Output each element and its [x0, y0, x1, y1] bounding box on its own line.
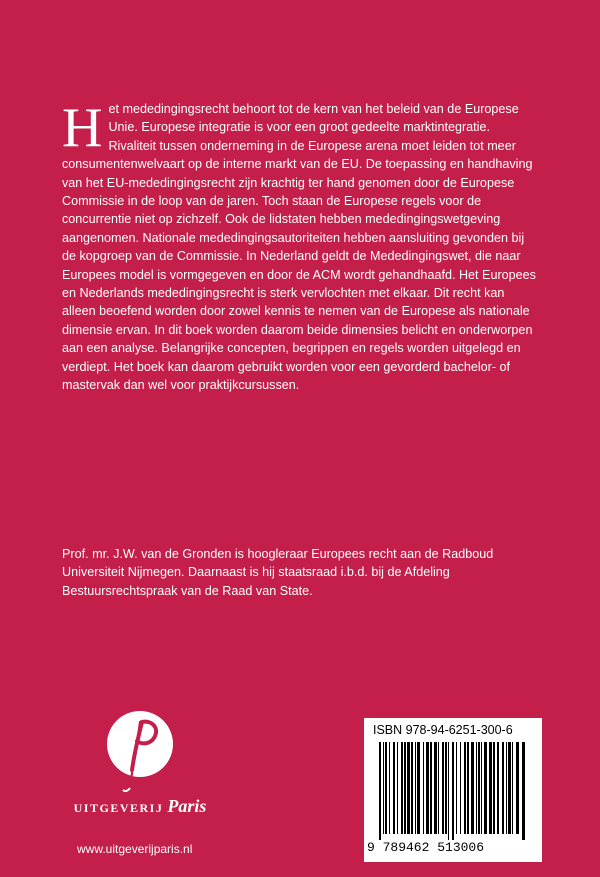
publisher-prefix: UITGEVERIJ	[73, 801, 164, 815]
ean-number: 9 789462 513006	[367, 840, 485, 855]
publisher-logo	[70, 708, 210, 823]
drop-cap: H	[62, 97, 103, 159]
quill-p-icon	[104, 708, 176, 794]
isbn-barcode	[364, 718, 542, 862]
publisher-brand: Paris	[167, 796, 207, 816]
author-bio: Prof. mr. J.W. van de Gronden is hoogleraar Europees recht aan de Radboud Universiteit Nijmegen. Daarnaast is hij staatsraad i.b.d. bij de Afdeling Bestuursrechtspraak van de Raad van State.	[62, 547, 494, 598]
barcode-icon	[373, 742, 533, 840]
publisher-website[interactable]: www.uitgeverijparis.nl	[77, 842, 193, 856]
isbn-label: ISBN 978-94-6251-300-6	[373, 723, 513, 737]
back-cover-description	[62, 97, 540, 395]
publisher-name	[70, 796, 210, 817]
description-text: et mededingingsrecht behoort tot de kern van het beleid van de Europese Unie. Europese integratie is voor een groot gedeelte marktintegratie. Rivaliteit tussen onderneming in de Europese arena moet leiden tot meer consumentenwelvaart op de interne markt van de EU. De toepassing en handhaving van het EU-mededingingsrecht zijn krachtig ter hand genomen door de Europese Commissie in de loop van de jaren. Toch staan de Europese regels voor de concurrentie niet op zichzelf. Ook de lidstaten hebben mededingingswetgeving aangenomen. Nationale mededingingsautoriteiten hebben aansluiting gevonden bij de kopgroep van de Commissie. In Nederland geldt de Mededingingswet, die naar Europees model is vormgegeven en door de ACM wordt gehandhaafd. Het Europees en Nederlands mededingingsrecht is sterk vervlochten met elkaar. Dit recht kan alleen beoefend worden door zowel kennis te nemen van de Europese als nationale dimensie ervan. In dit boek worden daarom beide dimensies belicht en onderworpen aan een analyse. Belangrijke concepten, begrippen en regels worden uitgelegd en verdiept. Het boek kan daarom gebruikt worden voor een gevorderd bachelor- of mastervak dan wel voor praktijkcursussen.	[62, 102, 536, 393]
